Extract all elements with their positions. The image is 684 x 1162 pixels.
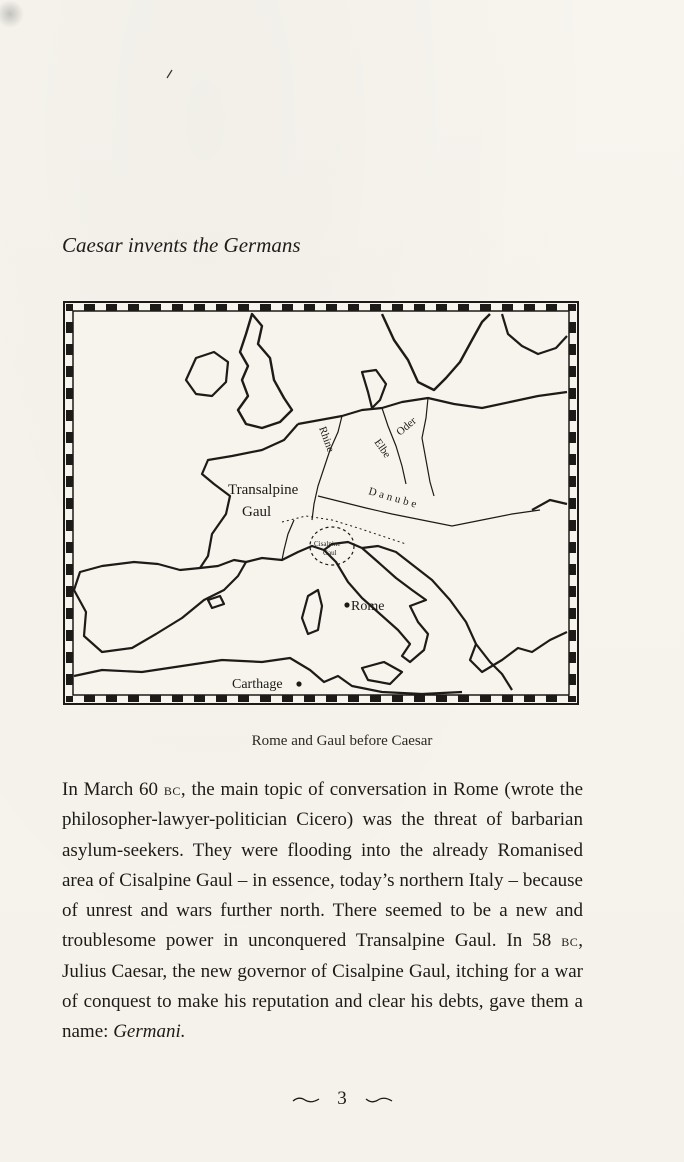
label-transalpine-gaul: Gaul xyxy=(242,504,272,520)
label-danube: Danube xyxy=(367,485,421,512)
label-cisalpine: Cisalpine xyxy=(314,540,341,548)
germani-term: Germani. xyxy=(113,1021,186,1043)
body-text-2: , the main topic of conversation in Rome (wrote the philosopher-lawyer-politician Cicero) was the threat of barbarian asylum-seekers. They were flooding into the already Romanised area of Cisalpine Gaul – in essence, today’s northern Italy – because of unrest and wars further north. There seemed to be a new and troublesome power in unconquered Transalpine Gaul. In 58 xyxy=(62,779,583,952)
label-transalpine: Transalpine xyxy=(228,482,299,498)
body-text-1: In March 60 xyxy=(62,779,164,800)
carthage-marker xyxy=(296,681,301,686)
era-abbrev-1: bc xyxy=(163,780,181,799)
label-oder: Oder xyxy=(394,414,419,439)
body-paragraph xyxy=(62,775,583,1048)
page-number-value: 3 xyxy=(337,1088,347,1109)
map-caption: Rome and Gaul before Caesar xyxy=(251,733,433,749)
label-rome: Rome xyxy=(351,599,385,614)
body-text-3: , Julius Caesar, the new governor of Cisalpine Gaul, itching for a war of conquest to make his reputation and clear his debts, gave them a name: xyxy=(62,930,583,1043)
rome-marker xyxy=(344,602,349,607)
label-carthage: Carthage xyxy=(232,677,283,692)
label-cisalpine-gaul: Gaul xyxy=(323,549,337,557)
label-elbe: Elbe xyxy=(371,436,393,461)
ink-mark xyxy=(166,69,174,79)
label-rhine: Rhine xyxy=(316,424,337,454)
folio-swash-left-icon xyxy=(291,1095,321,1105)
section-heading: Caesar invents the Germans xyxy=(62,233,301,257)
era-abbrev-2: bc xyxy=(561,931,579,951)
bleed-through-text xyxy=(60,90,620,230)
folio-swash-right-icon xyxy=(364,1095,394,1105)
map-figure xyxy=(62,300,580,706)
page-smudge xyxy=(0,0,40,40)
page-number xyxy=(0,1088,684,1110)
